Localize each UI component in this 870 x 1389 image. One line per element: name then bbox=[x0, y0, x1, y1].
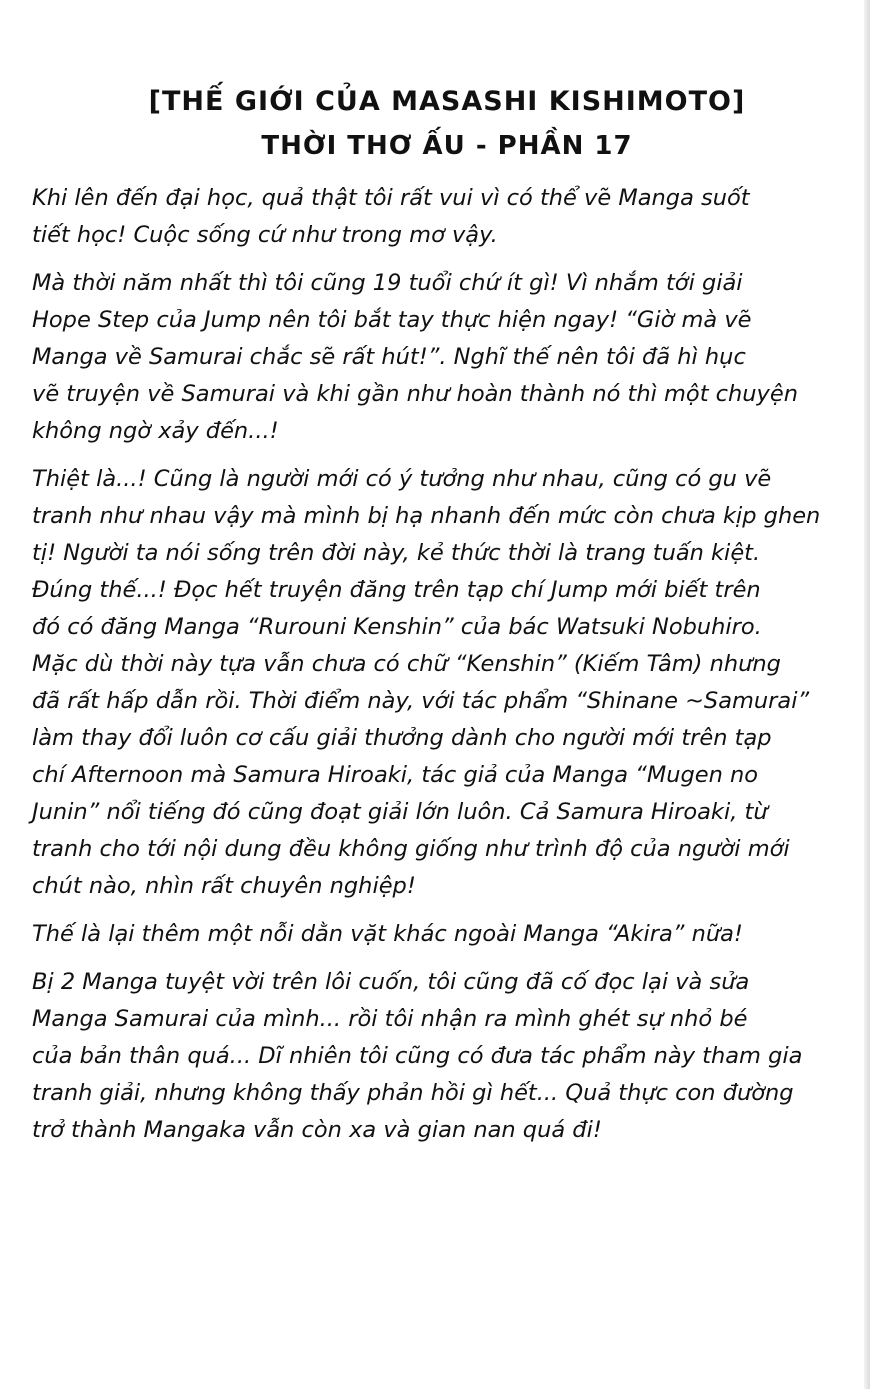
page-subtitle: THỜI THƠ ẤU - PHẦN 17 bbox=[261, 131, 633, 161]
paragraph-3 bbox=[32, 461, 832, 905]
paragraph-1 bbox=[32, 180, 832, 254]
scan-edge-shadow bbox=[864, 0, 870, 1389]
body-text bbox=[32, 180, 832, 1160]
text-line: Mặc dù thời này tựa vẫn chưa có chữ “Kenshin” (Kiếm Tâm) nhưng bbox=[32, 651, 781, 677]
text-line: tranh cho tới nội dung đều không giống như trình độ của người mới bbox=[32, 836, 790, 862]
text-line: đó có đăng Manga “Rurouni Kenshin” của bác Watsuki Nobuhiro. bbox=[32, 614, 762, 640]
text-line: chút nào, nhìn rất chuyên nghiệp! bbox=[32, 873, 416, 899]
text-line: làm thay đổi luôn cơ cấu giải thưởng dành cho người mới trên tạp bbox=[32, 725, 772, 751]
text-line: Mà thời năm nhất thì tôi cũng 19 tuổi chứ ít gì! Vì nhắm tới giải bbox=[32, 270, 743, 296]
text-line: tị! Người ta nói sống trên đời này, kẻ thức thời là trang tuấn kiệt. bbox=[32, 540, 761, 566]
text-line: Khi lên đến đại học, quả thật tôi rất vui vì có thể vẽ Manga suốt bbox=[32, 185, 750, 211]
text-line: Manga Samurai của mình... rồi tôi nhận ra mình ghét sự nhỏ bé bbox=[32, 1006, 748, 1032]
text-line: vẽ truyện về Samurai và khi gần như hoàn thành nó thì một chuyện bbox=[32, 381, 798, 407]
text-line: tranh giải, nhưng không thấy phản hồi gì hết... Quả thực con đường bbox=[32, 1080, 794, 1106]
text-line: không ngờ xảy đến...! bbox=[32, 418, 279, 444]
page-title: [THẾ GIỚI CỦA MASASHI KISHIMOTO] bbox=[148, 86, 746, 117]
paragraph-5 bbox=[32, 964, 832, 1149]
text-line: Bị 2 Manga tuyệt vời trên lôi cuốn, tôi cũng đã cố đọc lại và sửa bbox=[32, 969, 750, 995]
text-line: Đúng thế...! Đọc hết truyện đăng trên tạp chí Jump mới biết trên bbox=[32, 577, 761, 603]
text-line: Thế là lại thêm một nỗi dằn vặt khác ngoài Manga “Akira” nữa! bbox=[32, 921, 743, 947]
text-line: chí Afternoon mà Samura Hiroaki, tác giả của Manga “Mugen no bbox=[32, 762, 759, 788]
page-header bbox=[0, 80, 870, 168]
text-line: Thiệt là...! Cũng là người mới có ý tưởng như nhau, cũng có gu vẽ bbox=[32, 466, 772, 492]
text-line: trở thành Mangaka vẫn còn xa và gian nan quá đi! bbox=[32, 1117, 602, 1143]
text-line: của bản thân quá... Dĩ nhiên tôi cũng có đưa tác phẩm này tham gia bbox=[32, 1043, 803, 1069]
text-line: Hope Step của Jump nên tôi bắt tay thực hiện ngay! “Giờ mà vẽ bbox=[32, 307, 752, 333]
paragraph-2 bbox=[32, 265, 832, 450]
text-line: Junin” nổi tiếng đó cũng đoạt giải lớn luôn. Cả Samura Hiroaki, từ bbox=[32, 799, 768, 825]
text-line: Manga về Samurai chắc sẽ rất hút!”. Nghĩ thế nên tôi đã hì hục bbox=[32, 344, 746, 370]
text-line: tranh như nhau vậy mà mình bị hạ nhanh đến mức còn chưa kịp ghen bbox=[32, 503, 821, 529]
text-line: đã rất hấp dẫn rồi. Thời điểm này, với tác phẩm “Shinane ~Samurai” bbox=[32, 688, 810, 714]
paragraph-4 bbox=[32, 916, 832, 953]
text-line: tiết học! Cuộc sống cứ như trong mơ vậy. bbox=[32, 222, 498, 248]
